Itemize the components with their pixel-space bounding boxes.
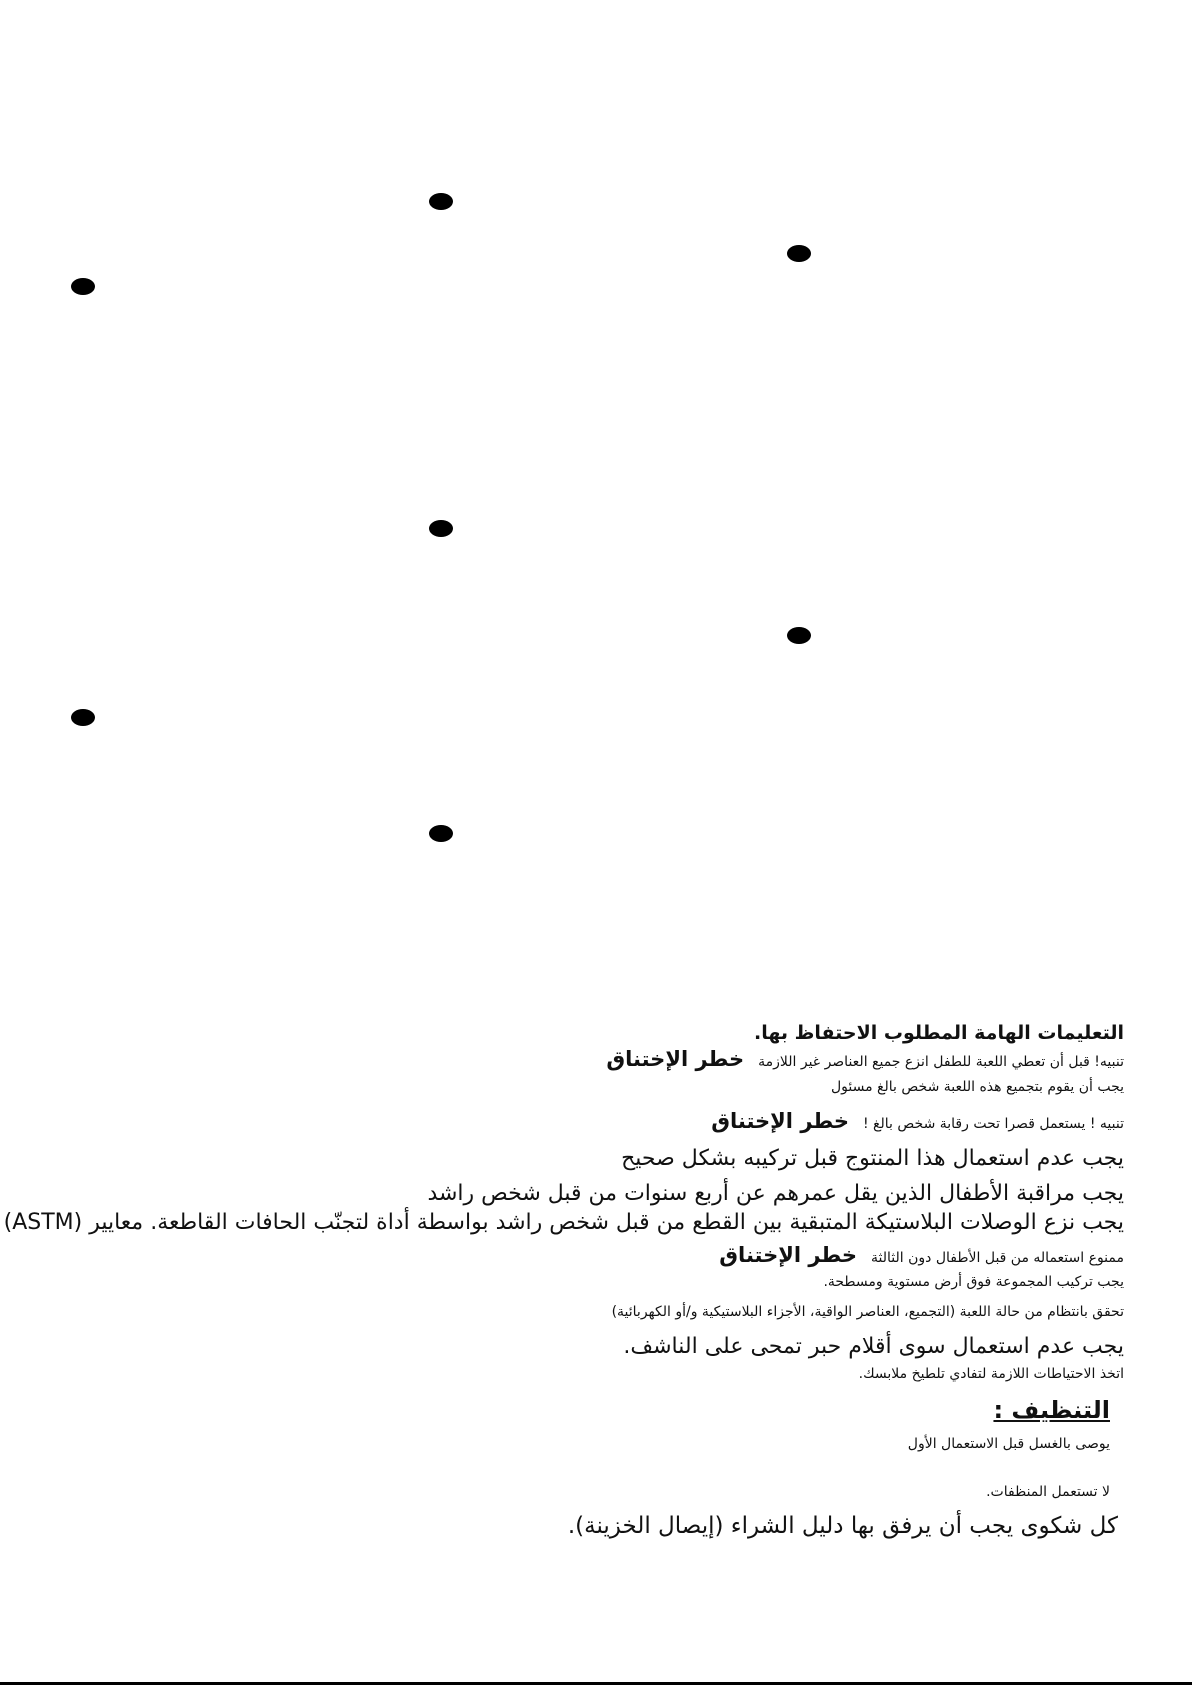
warning-text: تنبيه ! يستعمل قصرا تحت رقابة شخص بالغ ! <box>862 1116 1124 1132</box>
bullet-marker <box>71 278 95 295</box>
bullet-marker <box>71 709 95 726</box>
cleaning-title: التنظيف : <box>993 1396 1110 1424</box>
no-detergents-line: لا تستعمل المنظفات. <box>986 1484 1110 1500</box>
bullet-marker <box>787 627 811 644</box>
warning-line-supervision <box>711 1109 1124 1134</box>
erasable-pens-line: يجب عدم استعمال سوى أقلام حبر تمحى على الناشف. <box>623 1334 1124 1359</box>
instructions-title: التعليمات الهامة المطلوب الاحتفاظ بها. <box>753 1022 1124 1044</box>
check-condition-line: تحقق بانتظام من حالة اللعبة (التجميع، العناصر الواقية، الأجزاء البلاستيكية و/أو الكهربائية) <box>611 1304 1124 1320</box>
bullet-marker <box>429 520 453 537</box>
bullet-marker <box>787 245 811 262</box>
choking-hazard-label: خطر الإختناق <box>711 1109 849 1133</box>
flat-surface-line: يجب تركيب المجموعة فوق أرض مستوية ومسطحة. <box>823 1274 1124 1290</box>
supervision-under-four-line: يجب مراقبة الأطفال الذين يقل عمرهم عن أربع سنوات من قبل شخص راشد <box>427 1181 1124 1206</box>
warning-line-remove-elements <box>606 1047 1124 1072</box>
complaint-receipt-line: كل شكوى يجب أن يرفق بها دليل الشراء (إيصال الخزينة). <box>567 1513 1118 1539</box>
remove-plastic-connectors-line: يجب نزع الوصلات البلاستيكة المتبقية بين القطع من قبل شخص راشد بواسطة أداة لتجنّب الحافات القاطعة. معايير (ASTM) <box>3 1210 1124 1235</box>
assembly-adult-line: يجب أن يقوم بتجميع هذه اللعبة شخص بالغ مسئول <box>830 1079 1124 1095</box>
clothes-stain-line: اتخذ الاحتياطات اللازمة لتفادي تلطيخ ملابسك. <box>858 1366 1124 1382</box>
warning-line-under-three <box>719 1243 1124 1268</box>
warning-text: تنبيه! قبل أن تعطي اللعبة للطفل انزع جميع العناصر غير اللازمة <box>758 1054 1124 1070</box>
wash-before-use-line: يوصى بالغسل قبل الاستعمال الأول <box>907 1436 1110 1452</box>
choking-hazard-label: خطر الإختناق <box>719 1243 858 1267</box>
warning-text: ممنوع استعماله من قبل الأطفال دون الثالثة <box>871 1250 1124 1266</box>
choking-hazard-label: خطر الإختناق <box>606 1047 745 1071</box>
bullet-marker <box>429 825 453 842</box>
bullet-marker <box>429 193 453 210</box>
assembly-before-use-line: يجب عدم استعمال هذا المنتوج قبل تركيبه بشكل صحيح <box>621 1146 1124 1171</box>
